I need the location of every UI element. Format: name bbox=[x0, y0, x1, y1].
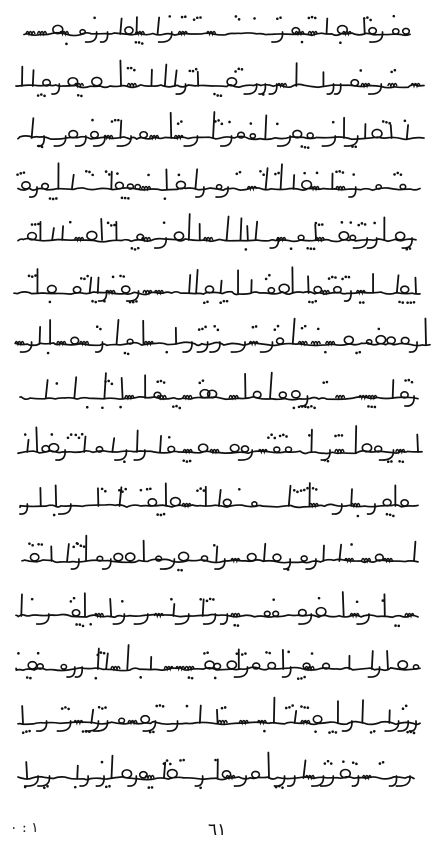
manuscript-line bbox=[0, 214, 436, 252]
handwriting-strokes bbox=[0, 267, 436, 305]
page-number: ٦١ bbox=[208, 820, 227, 840]
handwriting-strokes bbox=[0, 60, 436, 98]
handwriting-strokes bbox=[0, 426, 436, 464]
manuscript-line bbox=[0, 480, 436, 518]
manuscript-line bbox=[0, 60, 436, 98]
manuscript-line bbox=[0, 163, 436, 201]
handwriting-strokes bbox=[0, 163, 436, 201]
manuscript-line bbox=[0, 267, 436, 305]
handwriting-strokes bbox=[0, 535, 436, 573]
manuscript-line bbox=[0, 8, 436, 46]
manuscript-line bbox=[0, 535, 436, 573]
handwriting-strokes bbox=[0, 643, 436, 681]
manuscript-line bbox=[0, 643, 436, 681]
handwriting-strokes bbox=[0, 372, 436, 410]
manuscript-line bbox=[0, 318, 436, 356]
handwriting-strokes bbox=[0, 480, 436, 518]
handwriting-strokes bbox=[0, 590, 436, 628]
manuscript-line bbox=[0, 697, 436, 735]
handwriting-strokes bbox=[0, 752, 436, 790]
handwriting-strokes bbox=[0, 112, 436, 150]
manuscript-line bbox=[0, 112, 436, 150]
handwriting-strokes bbox=[0, 214, 436, 252]
manuscript-line bbox=[0, 426, 436, 464]
manuscript-line bbox=[0, 752, 436, 790]
handwriting-strokes bbox=[0, 318, 436, 356]
catalog-mark: ١ : ٠ bbox=[10, 820, 39, 836]
manuscript-line bbox=[0, 590, 436, 628]
handwriting-strokes bbox=[0, 697, 436, 735]
manuscript-line bbox=[0, 372, 436, 410]
handwriting-strokes bbox=[0, 8, 436, 46]
